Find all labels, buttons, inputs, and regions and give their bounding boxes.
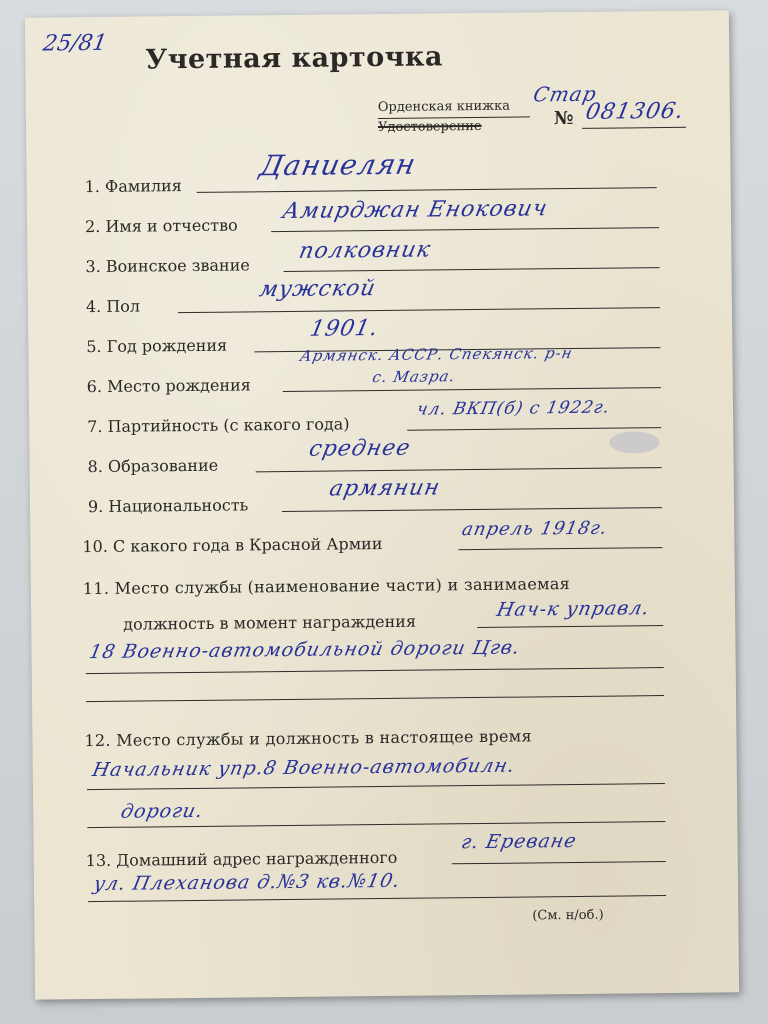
field-line-12 (87, 783, 665, 790)
field-line-2 (271, 227, 659, 232)
field-value-12: Начальник упр.8 Военно-автомобилн. (90, 754, 518, 782)
record-card (25, 10, 739, 999)
field-label-10: 10. С какого года в Красной Армии (82, 533, 383, 557)
footer-note: (См. н/об.) (532, 907, 604, 924)
number-prefix: Стар (531, 81, 600, 107)
field-label-12: 12. Место службы и должность в настоящее время (84, 726, 532, 751)
ink-smudge (609, 431, 659, 454)
field-value-13-line2: ул. Плеханова д.№3 кв.№10. (91, 869, 403, 896)
field-value-7: чл. ВКП(б) с 1922г. (414, 397, 612, 420)
field-label-3: 3. Воинское звание (85, 255, 250, 277)
field-label-7: 7. Партийность (с какого года) (87, 414, 350, 437)
field-label-9: 9. Национальность (87, 495, 249, 517)
field-line-7 (407, 427, 661, 431)
field-value-1: Даниелян (257, 147, 420, 183)
number-value: 081306. (583, 98, 687, 125)
field-label-6: 6. Место рождения (86, 375, 251, 397)
field-value-10: апрель 1918г. (460, 517, 610, 541)
field-line-1 (197, 187, 657, 193)
field-value-8: среднее (306, 435, 413, 462)
field-value-5: 1901. (307, 316, 381, 342)
field-line-3 (284, 267, 660, 272)
field-value-12-line2: дороги. (118, 799, 206, 823)
field-line-13b (88, 895, 666, 902)
field-label-4: 4. Пол (85, 296, 141, 317)
field-label-8: 8. Образование (87, 455, 219, 477)
field-value-11-line2: 18 Военно-автомобильной дороги Цгв. (87, 636, 523, 664)
field-label-11-line2: должность в момент награждения (123, 611, 417, 634)
field-line-9 (282, 507, 662, 512)
struck-label: Удостоверение (377, 118, 482, 136)
field-value-4: мужской (257, 276, 379, 303)
field-value-6-line2: с. Мазра. (370, 367, 458, 387)
field-value-13: г. Ереване (459, 829, 579, 854)
field-value-9: армянин (327, 475, 443, 502)
number-symbol: № (553, 107, 574, 130)
field-line-6 (283, 387, 661, 392)
field-label-2: 2. Имя и отчество (84, 215, 238, 237)
field-label-11: 11. Место службы (наименование части) и занимаемая (82, 574, 571, 599)
field-label-1: 1. Фамилия (84, 176, 182, 197)
field-line-10 (458, 547, 662, 550)
field-value-3: полковник (296, 237, 434, 264)
field-line-13 (452, 861, 666, 864)
field-line-11 (477, 625, 663, 628)
field-label-13: 13. Домашний адрес награжденного (85, 847, 398, 871)
field-value-2: Амирджан Енокович (280, 196, 550, 225)
field-line-8 (256, 467, 662, 472)
field-label-5: 5. Год рождения (86, 335, 228, 357)
field-value-6: Армянск. АССР. Спекянск. р-н (298, 343, 575, 365)
field-value-11: Нач-к управл. (494, 597, 652, 621)
number-underline (582, 127, 686, 129)
corner-note: 25/81 (41, 30, 109, 57)
field-line-11c (86, 695, 664, 702)
field-line-4 (178, 307, 660, 313)
field-line-11b (86, 667, 664, 674)
card-title: Учетная карточка (145, 41, 444, 76)
booklet-label: Орденская книжка (377, 98, 511, 116)
